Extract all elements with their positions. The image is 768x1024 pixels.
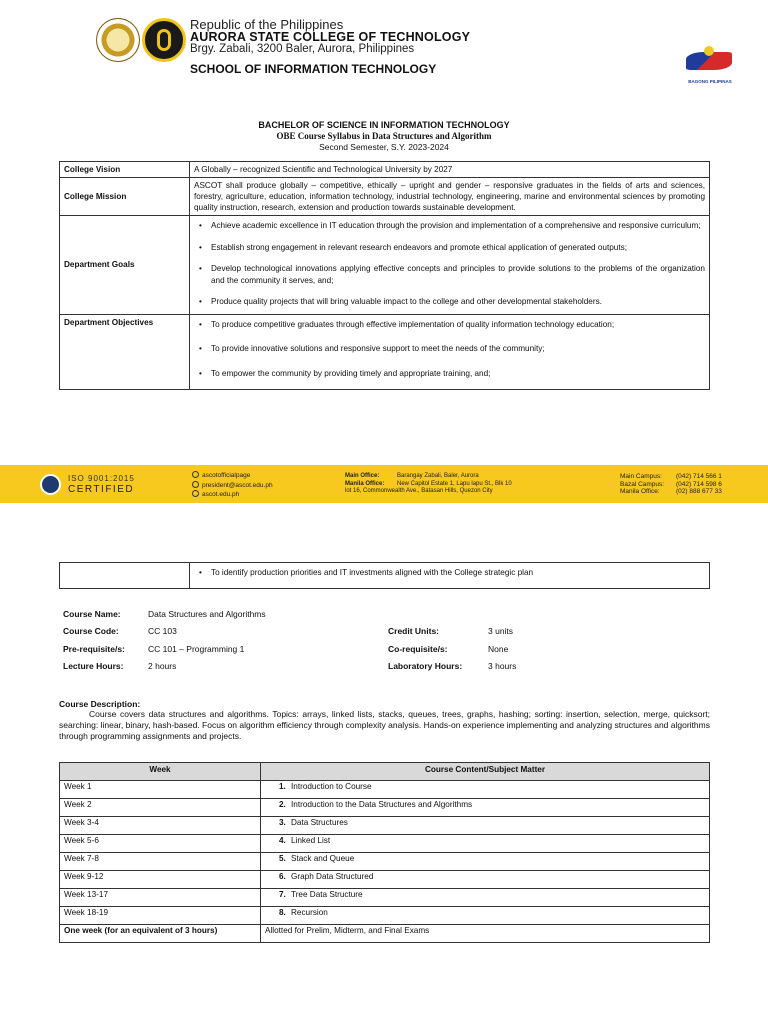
list-item: • Develop technological innovations applying effective concepts and principles to provide solutions to the problems of the organization and the community it serves, and; [194,263,705,286]
prerequisite-label: Pre-requisite/s: [63,644,125,654]
item-number: 8. [279,908,286,917]
empty-label-cell [60,563,190,589]
mission-label: College Mission [60,178,190,216]
corequisite-label: Co-requisite/s: [388,644,448,654]
main-office-address: Barangay Zabali, Baler, Aurora [397,473,479,479]
corequisite: None [488,644,509,654]
syllabus-title: OBE Course Syllabus in Data Structures and Algorithm [276,131,492,141]
email-link[interactable]: president@ascot.edu.ph [202,481,273,489]
course-code: CC 103 [148,626,177,636]
header-school: SCHOOL OF INFORMATION TECHNOLOGY [190,62,437,76]
content-cell: Tree Data Structure [291,890,363,899]
footer-offices [345,473,512,496]
manila-office-label: Manila Office: [345,480,385,487]
content-cell: Allotted for Prelim, Midterm, and Final Exams [261,925,710,943]
content-cell: Introduction to the Data Structures and Algorithms [291,800,473,809]
iso-certified: CERTIFIED [68,484,135,495]
course-description: Course covers data structures and algorithms. Topics: arrays, linked lists, stacks, queues, trees, graphs, hashing; sorting: insertion, selection, merge, quicksort; searching: linear, binary, hash-based. Focus on algorithm efficiency through complexity analysis. Hands-on experience implementing and analyzing structures and algorithms through programming assignments and projects. [59,709,710,741]
header-college-name: AURORA STATE COLLEGE OF TECHNOLOGY [190,30,471,44]
week-cell: One week (for an equivalent of 3 hours) [60,925,261,943]
table-row [60,178,710,216]
item-number: 7. [279,890,286,899]
bazal-campus-phone: (042) 714 598 6 [676,480,722,488]
vision-text: A Globally – recognized Scientific and Technological University by 2027 [190,162,710,178]
table-row [60,563,710,589]
list-item: • Produce quality projects that will bring valuable impact to the college and other developmental stakeholders. [194,296,705,308]
manila-phone-label: Manila Office: [620,488,660,495]
course-name: Data Structures and Algorithms [148,609,266,619]
lecture-hours: 2 hours [148,661,177,671]
credit-units-label: Credit Units: [388,626,439,636]
list-item: • Establish strong engagement in relevant research endeavors and promote ethical application of generated outputs; [194,242,705,254]
item-number: 2. [279,800,286,809]
week-cell: Week 2 [60,799,261,817]
list-item: • To provide innovative solutions and responsive support to meet the needs of the community; [194,343,705,355]
course-content-table [59,762,710,943]
page-footer [0,465,768,503]
course-description-label: Course Description: [59,699,141,709]
table-row [60,314,710,390]
content-cell: Graph Data Structured [291,872,374,881]
item-number: 3. [279,818,286,827]
globe-icon [192,490,199,497]
week-cell: Week 18-19 [60,907,261,925]
table-row [60,799,710,817]
objectives-continued-table [59,562,710,589]
main-office-label: Main Office: [345,473,380,479]
footer-phones [620,473,722,496]
lecture-hours-label: Lecture Hours: [63,661,124,671]
week-cell: Week 7-8 [60,853,261,871]
header-address: Brgy. Zabali, 3200 Baler, Aurora, Philippines [190,43,415,55]
ascot-logo [142,18,186,62]
list-item: • To identify production priorities and IT investments aligned with the College strategic plan [194,567,705,579]
manila-phone: (02) 888 677 33 [676,488,722,495]
table-row [60,216,710,315]
course-name-label: Course Name: [63,609,121,619]
main-campus-phone: (042) 714 566 1 [676,473,722,480]
lab-hours-label: Laboratory Hours: [388,661,463,671]
goals-label: Department Goals [60,216,190,315]
college-seal-logo [96,18,140,62]
table-row [60,817,710,835]
content-cell: Linked List [291,836,331,845]
table-row [60,907,710,925]
letterhead [0,0,768,100]
footer-contacts [192,471,273,500]
bagong-pilipinas-caption: BAGONG PILIPINAS [688,79,732,84]
manila-office-address-1: New Capitol Estate 1, Lapu lapu St., Blk 10 [397,480,512,487]
credit-units: 3 units [488,626,514,636]
bagong-pilipinas-logo [684,46,734,76]
content-cell: Stack and Queue [291,854,355,863]
semester-title: Second Semester, S.Y. 2023-2024 [319,142,449,152]
bazal-campus-label: Bazal Campus: [620,480,665,488]
facebook-icon [192,471,199,478]
list-item: • Achieve academic excellence in IT education through the provision and implementation of a comprehensive and responsive curriculum; [194,220,705,232]
week-cell: Week 5-6 [60,835,261,853]
table-row [60,889,710,907]
table-header-row [60,763,710,781]
table-row [60,162,710,178]
table-row [60,835,710,853]
content-column-header: Course Content/Subject Matter [261,763,710,781]
content-cell: Recursion [291,908,328,917]
goals-list [194,220,705,308]
table-row [60,781,710,799]
week-cell: Week 13-17 [60,889,261,907]
content-cell: Data Structures [291,818,348,827]
website-link[interactable]: ascot.edu.ph [202,491,240,498]
vision-label: College Vision [60,162,190,178]
program-title: BACHELOR OF SCIENCE IN INFORMATION TECHNOLOGY [258,120,510,130]
item-number: 6. [279,872,286,881]
week-cell: Week 3-4 [60,817,261,835]
list-item: • To empower the community by providing timely and appropriate training, and; [194,368,705,380]
main-campus-label: Main Campus: [620,473,662,480]
week-cell: Week 1 [60,781,261,799]
item-number: 5. [279,854,286,863]
mission-text: ASCOT shall produce globally – competitive, ethically – upright and gender – responsive graduates in the fields of arts and sciences, forestry, agriculture, education, information technology, industrial technology, engineering, marine and environmental sciences by promoting quality instruction, research, extension and production towards sustainable development. [190,178,710,216]
objectives-list [194,319,705,380]
content-cell: Introduction to Course [291,782,372,791]
list-item: • To produce competitive graduates through effective implementation of quality information technology education; [194,319,705,331]
email-icon [192,481,199,488]
iso-standard: ISO 9001:2015 [68,474,135,483]
vmgo-table [59,161,710,390]
item-number: 1. [279,782,286,791]
course-code-label: Course Code: [63,626,119,636]
iso-badge-icon [40,474,61,495]
prerequisite: CC 101 – Programming 1 [148,644,245,654]
table-row [60,871,710,889]
table-row [60,925,710,943]
lab-hours: 3 hours [488,661,517,671]
item-number: 4. [279,836,286,845]
objectives-label: Department Objectives [60,314,190,390]
week-cell: Week 9-12 [60,871,261,889]
facebook-link[interactable]: ascotofficialpage [202,472,251,479]
table-row [60,853,710,871]
week-column-header: Week [60,763,261,781]
header-republic: Republic of the Philippines [190,17,344,32]
manila-office-address-2: lot 16, Commonwealth Ave., Batasan Hills, Quezon City [345,488,493,494]
